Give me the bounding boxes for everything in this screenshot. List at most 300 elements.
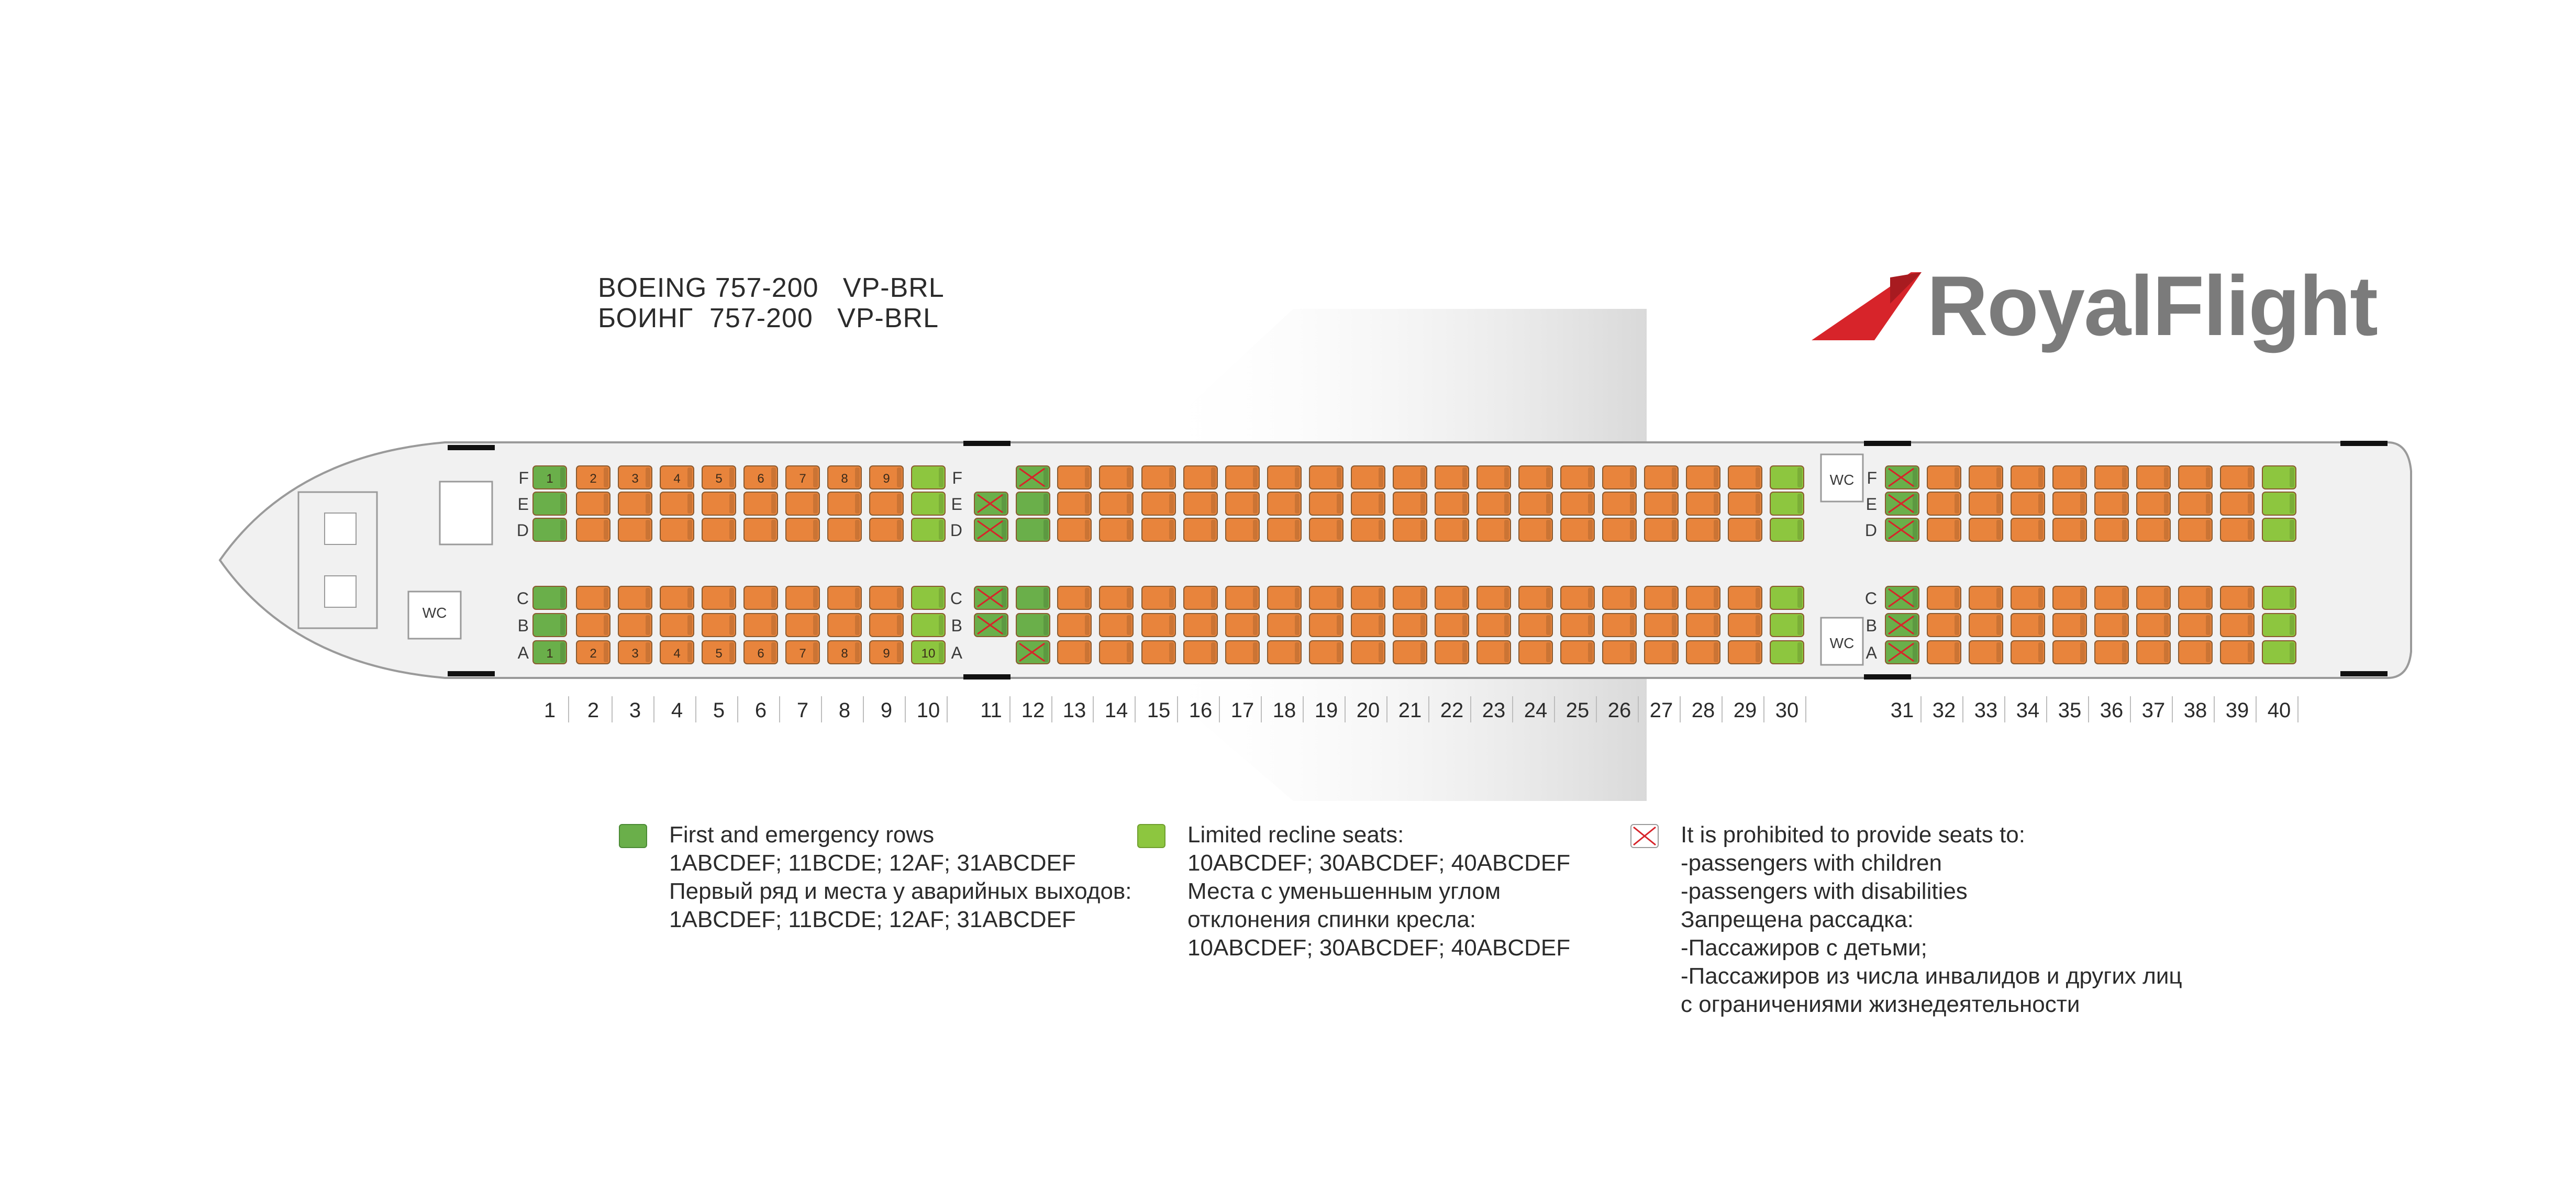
seat-back [1295, 467, 1300, 487]
seat-back [813, 642, 818, 662]
seat-back [1295, 494, 1300, 514]
row-number-label: 37 [2141, 699, 2166, 722]
door-marker [1864, 441, 1911, 446]
seat-back [2164, 588, 2169, 608]
seat-back [813, 494, 818, 514]
seat-back [729, 588, 734, 608]
seat-number-label: 7 [799, 647, 806, 661]
lower-wing [1147, 675, 1647, 801]
seat-back [2290, 588, 2294, 608]
seat-back [1588, 588, 1593, 608]
seat-back [687, 615, 692, 635]
seat-back [1462, 467, 1467, 487]
seat-back [939, 520, 943, 540]
seat-back [1672, 642, 1676, 662]
seat-back [813, 520, 818, 540]
seat-back [1756, 615, 1760, 635]
emergency-swatch-icon [619, 824, 647, 848]
seat-back [939, 494, 943, 514]
door-marker [963, 674, 1011, 680]
seat-back [2122, 588, 2127, 608]
seat-number-label: 2 [590, 472, 597, 486]
row-number-label: 40 [2267, 699, 2291, 722]
seat-back [1546, 467, 1551, 487]
row-letter-label: E [517, 495, 529, 514]
seat-back [1714, 615, 1718, 635]
seat-back [1588, 494, 1593, 514]
seat-back [1756, 494, 1760, 514]
row-number-label: 18 [1272, 699, 1296, 722]
seat-back [604, 642, 608, 662]
seat-back [604, 588, 608, 608]
seat-back [1630, 588, 1635, 608]
seat-back [2164, 642, 2169, 662]
seat-back [1002, 588, 1006, 608]
row-number-label: 38 [2183, 699, 2207, 722]
seat-back [1630, 494, 1635, 514]
legend-text: отклонения спинки кресла: [1187, 907, 1476, 932]
seat-back [687, 588, 692, 608]
aircraft-title-ru: БОИНГ 757-200 VP-BRL [598, 303, 939, 333]
galley-block [440, 482, 492, 544]
row-letter-label: C [1864, 589, 1877, 608]
seat-back [2164, 520, 2169, 540]
seat-back [1379, 615, 1383, 635]
seat-back [1714, 520, 1718, 540]
seat-back [2122, 520, 2127, 540]
seat-back [1504, 494, 1509, 514]
row-number-label: 25 [1565, 699, 1590, 722]
seat-back [1337, 494, 1341, 514]
seat-back [1756, 642, 1760, 662]
seat-back [1085, 467, 1090, 487]
seat-back [2080, 588, 2085, 608]
seat-back [604, 494, 608, 514]
row-letter-label: E [951, 495, 962, 514]
legend-text: First and emergency rows [669, 822, 935, 848]
seat-back [939, 615, 943, 635]
seat-back [2206, 615, 2211, 635]
seat-back [2038, 467, 2043, 487]
seat-back [2122, 467, 2127, 487]
seat-back [2122, 642, 2127, 662]
prohibited-seat-icon [1630, 824, 1659, 848]
legend-text: Limited recline seats: [1187, 822, 1404, 848]
seat-back [897, 520, 902, 540]
seat-back [1996, 494, 2001, 514]
seat-back [560, 520, 565, 540]
seat-back [2206, 642, 2211, 662]
seat-back [1085, 494, 1090, 514]
seat-back [560, 494, 565, 514]
door-marker [2340, 671, 2388, 676]
seat-back [1127, 615, 1131, 635]
seat-back [1996, 615, 2001, 635]
seat-back [2164, 494, 2169, 514]
seat-back [939, 642, 943, 662]
seat-back [1420, 642, 1425, 662]
door-marker [2340, 441, 2388, 446]
seat-back [2248, 588, 2252, 608]
seat-back [855, 588, 860, 608]
seat-back [2038, 520, 2043, 540]
row-letter-label: B [951, 616, 962, 635]
seat-back [855, 494, 860, 514]
seat-back [729, 467, 734, 487]
seat-back [1630, 520, 1635, 540]
seat-back [1955, 615, 1959, 635]
row-number-label: 22 [1440, 699, 1464, 722]
seat-back [1913, 642, 1917, 662]
door-marker [448, 445, 495, 450]
legend-text: Первый ряд и места у аварийных выходов: [669, 878, 1132, 904]
seat-back [771, 467, 776, 487]
legend-text: 10ABCDEF; 30ABCDEF; 40ABCDEF [1187, 935, 1571, 961]
seat-back [1211, 494, 1216, 514]
seat-back [1996, 467, 2001, 487]
row-number-label: 10 [916, 699, 940, 722]
seat-back [1996, 642, 2001, 662]
seat-back [1955, 494, 1959, 514]
seat-back [1797, 520, 1802, 540]
seat-back [1420, 520, 1425, 540]
row-number-label: 19 [1314, 699, 1338, 722]
seat-back [855, 615, 860, 635]
seat-back [855, 520, 860, 540]
seat-back [1714, 642, 1718, 662]
legend-text: -Пассажиров с детьми; [1681, 935, 1927, 961]
seat-back [729, 494, 734, 514]
seat-back [560, 588, 565, 608]
seat-back [897, 467, 902, 487]
legend-prohibited [1681, 821, 2182, 1019]
seat-back [646, 588, 650, 608]
seat-back [1714, 588, 1718, 608]
seat-back [2248, 642, 2252, 662]
row-number-label: 39 [2225, 699, 2249, 722]
seat-back [1588, 467, 1593, 487]
seat-back [1127, 588, 1131, 608]
seat-back [1797, 467, 1802, 487]
seat-back [1379, 520, 1383, 540]
seat-number-label: 4 [673, 647, 681, 661]
row-number-label: 14 [1104, 699, 1128, 722]
seat-number-label: 4 [673, 472, 681, 486]
seat-back [1002, 494, 1006, 514]
seat-back [1462, 494, 1467, 514]
seat-back [1379, 588, 1383, 608]
seat-back [1672, 494, 1676, 514]
seat-back [1588, 520, 1593, 540]
row-letter-label: B [517, 616, 529, 635]
seat-number-label: 10 [921, 647, 936, 661]
seat-back [1085, 615, 1090, 635]
seat-back [1630, 615, 1635, 635]
seat-back [1913, 615, 1917, 635]
row-number-label: 9 [880, 699, 893, 722]
row-number-label: 6 [754, 699, 767, 722]
row-number-label: 29 [1733, 699, 1757, 722]
seat-back [1337, 588, 1341, 608]
copilot-seat-icon [325, 576, 356, 607]
row-number-label: 34 [2016, 699, 2040, 722]
seat-back [1169, 467, 1174, 487]
seat-back [1546, 642, 1551, 662]
seat-back [1379, 494, 1383, 514]
seat-back [687, 520, 692, 540]
seat-back [2290, 642, 2294, 662]
seat-back [1253, 520, 1258, 540]
seat-back [560, 467, 565, 487]
seat-number-label: 1 [546, 647, 553, 661]
seat-back [687, 467, 692, 487]
seat-number-label: 7 [799, 472, 806, 486]
seat-back [1756, 588, 1760, 608]
seat-back [1379, 642, 1383, 662]
seat-back [1169, 520, 1174, 540]
row-letter-label: A [951, 643, 962, 662]
seat-number-label: 6 [757, 647, 764, 661]
seat-back [687, 494, 692, 514]
seat-back [1295, 520, 1300, 540]
seat-back [1211, 642, 1216, 662]
seat-back [1169, 494, 1174, 514]
seat-back [1630, 467, 1635, 487]
seat-back [1253, 494, 1258, 514]
seat-back [771, 520, 776, 540]
seat-back [1043, 615, 1048, 635]
row-letter-label: F [952, 469, 962, 487]
seat-number-label: 3 [631, 647, 639, 661]
seat-number-label: 1 [546, 472, 553, 486]
seat-back [939, 588, 943, 608]
seat-back [2248, 615, 2252, 635]
seat-number-label: 9 [883, 472, 890, 486]
row-number-label: 33 [1974, 699, 1998, 722]
seat-back [1913, 494, 1917, 514]
seat-back [1211, 615, 1216, 635]
seat-back [1504, 588, 1509, 608]
seat-back [2248, 467, 2252, 487]
seat-back [1253, 588, 1258, 608]
seat-back [1955, 642, 1959, 662]
seat-number-label: 8 [841, 472, 848, 486]
seat-back [2206, 520, 2211, 540]
seat-back [1462, 642, 1467, 662]
legend-text: Запрещена рассадка: [1681, 907, 1914, 932]
row-number-label: 16 [1189, 699, 1213, 722]
row-letter-label: E [1866, 495, 1877, 514]
seat-back [2206, 467, 2211, 487]
seat-back [813, 588, 818, 608]
seat-back [687, 642, 692, 662]
legend-text: 10ABCDEF; 30ABCDEF; 40ABCDEF [1187, 850, 1571, 876]
seat-back [1462, 520, 1467, 540]
seat-back [646, 615, 650, 635]
seat-back [1504, 467, 1509, 487]
row-number-label: 24 [1524, 699, 1548, 722]
seat-back [646, 520, 650, 540]
seat-back [2248, 520, 2252, 540]
row-letter-label: F [518, 469, 529, 487]
seat-back [1169, 588, 1174, 608]
seat-back [1797, 494, 1802, 514]
seat-back [2164, 467, 2169, 487]
row-number-label: 7 [796, 699, 809, 722]
seat-back [1672, 520, 1676, 540]
aircraft-title-en: BOEING 757-200 VP-BRL [598, 273, 945, 303]
seat-back [646, 494, 650, 514]
seat-back [1588, 615, 1593, 635]
row-letter-label: D [950, 521, 962, 540]
seat-back [1913, 467, 1917, 487]
limited-recline-swatch-icon [1137, 824, 1165, 848]
seat-back [1253, 467, 1258, 487]
row-letter-label: F [1867, 469, 1877, 487]
row-number-label: 2 [587, 699, 599, 722]
row-number-label: 31 [1890, 699, 1914, 722]
seat-back [771, 588, 776, 608]
seat-back [604, 467, 608, 487]
seat-back [897, 588, 902, 608]
row-number-label: 1 [543, 699, 556, 722]
seat-back [2038, 588, 2043, 608]
upper-wing [1147, 309, 1647, 445]
legend-text: с ограничениями жизнедеятельности [1681, 992, 2080, 1017]
seat-back [1337, 642, 1341, 662]
seat-back [1913, 588, 1917, 608]
seat-back [2122, 494, 2127, 514]
seat-back [1002, 615, 1006, 635]
row-number-label: 13 [1062, 699, 1086, 722]
door-marker [1864, 674, 1911, 680]
seat-back [1714, 467, 1718, 487]
seat-back [855, 642, 860, 662]
seat-back [771, 494, 776, 514]
seat-back [1043, 642, 1048, 662]
seat-back [813, 615, 818, 635]
seat-back [1169, 615, 1174, 635]
seat-back [604, 520, 608, 540]
seat-back [1756, 520, 1760, 540]
seat-back [1630, 642, 1635, 662]
seat-back [1337, 615, 1341, 635]
seat-back [1043, 520, 1048, 540]
seat-back [2038, 642, 2043, 662]
seat-back [1955, 467, 1959, 487]
seat-back [1797, 588, 1802, 608]
row-number-label: 26 [1607, 699, 1631, 722]
legend-text: -Пассажиров из числа инвалидов и других лиц [1681, 963, 2182, 989]
row-number-label: 3 [629, 699, 641, 722]
legend-text: Места с уменьшенным углом [1187, 878, 1501, 904]
seat-back [2038, 494, 2043, 514]
seat-number-label: 2 [590, 647, 597, 661]
seat-back [2080, 615, 2085, 635]
seat-number-label: 5 [715, 647, 723, 661]
seat-back [2080, 467, 2085, 487]
door-marker [448, 671, 495, 676]
seat-back [1002, 520, 1006, 540]
row-number-label: 27 [1649, 699, 1673, 722]
seat-back [2248, 494, 2252, 514]
seat-back [1043, 494, 1048, 514]
seat-back [1462, 615, 1467, 635]
seat-back [560, 642, 565, 662]
seat-back [1546, 520, 1551, 540]
row-number-label: 17 [1230, 699, 1254, 722]
seat-back [1169, 642, 1174, 662]
lavatory-label: WC [1829, 472, 1855, 488]
seat-back [813, 467, 818, 487]
legend-text: -passengers with disabilities [1681, 878, 1968, 904]
seat-back [729, 615, 734, 635]
seat-back [1546, 494, 1551, 514]
seat-back [2290, 467, 2294, 487]
legend-text: 1ABCDEF; 11BCDE; 12AF; 31ABCDEF [669, 907, 1076, 932]
seat-back [1588, 642, 1593, 662]
row-number-label: 8 [838, 699, 851, 722]
row-letter-label: A [517, 643, 529, 662]
seat-number-label: 9 [883, 647, 890, 661]
seat-back [2206, 588, 2211, 608]
seat-back [771, 642, 776, 662]
seat-back [1085, 588, 1090, 608]
seat-back [1756, 467, 1760, 487]
row-number-label: 32 [1932, 699, 1956, 722]
legend-limited-recline [1187, 821, 1570, 962]
row-number-label: 35 [2058, 699, 2082, 722]
seat-back [1420, 615, 1425, 635]
row-letter-label: C [950, 589, 962, 608]
row-letter-label: D [1864, 521, 1877, 540]
row-number-label: 4 [671, 699, 683, 722]
row-number-label: 28 [1691, 699, 1715, 722]
seat-back [2080, 494, 2085, 514]
seat-back [1211, 467, 1216, 487]
row-number-label: 15 [1147, 699, 1171, 722]
row-number-label: 20 [1356, 699, 1380, 722]
seat-back [1996, 588, 2001, 608]
seat-back [1546, 615, 1551, 635]
seat-back [897, 494, 902, 514]
seat-back [2122, 615, 2127, 635]
seat-back [729, 642, 734, 662]
seat-back [1672, 467, 1676, 487]
seat-back [1996, 520, 2001, 540]
legend-text: 1ABCDEF; 11BCDE; 12AF; 31ABCDEF [669, 850, 1076, 876]
seat-back [1337, 467, 1341, 487]
seat-back [1337, 520, 1341, 540]
seat-back [1043, 588, 1048, 608]
seat-back [1504, 642, 1509, 662]
seat-back [1955, 588, 1959, 608]
seat-back [771, 615, 776, 635]
seat-back [2164, 615, 2169, 635]
seat-back [1797, 642, 1802, 662]
row-number-label: 36 [2100, 699, 2124, 722]
seat-back [1295, 615, 1300, 635]
seat-back [1420, 467, 1425, 487]
seat-back [1127, 467, 1131, 487]
seat-back [1379, 467, 1383, 487]
seat-back [604, 615, 608, 635]
seat-back [1127, 642, 1131, 662]
pilot-seat-icon [325, 513, 356, 544]
seat-back [1420, 494, 1425, 514]
seat-back [1211, 588, 1216, 608]
seat-back [729, 520, 734, 540]
